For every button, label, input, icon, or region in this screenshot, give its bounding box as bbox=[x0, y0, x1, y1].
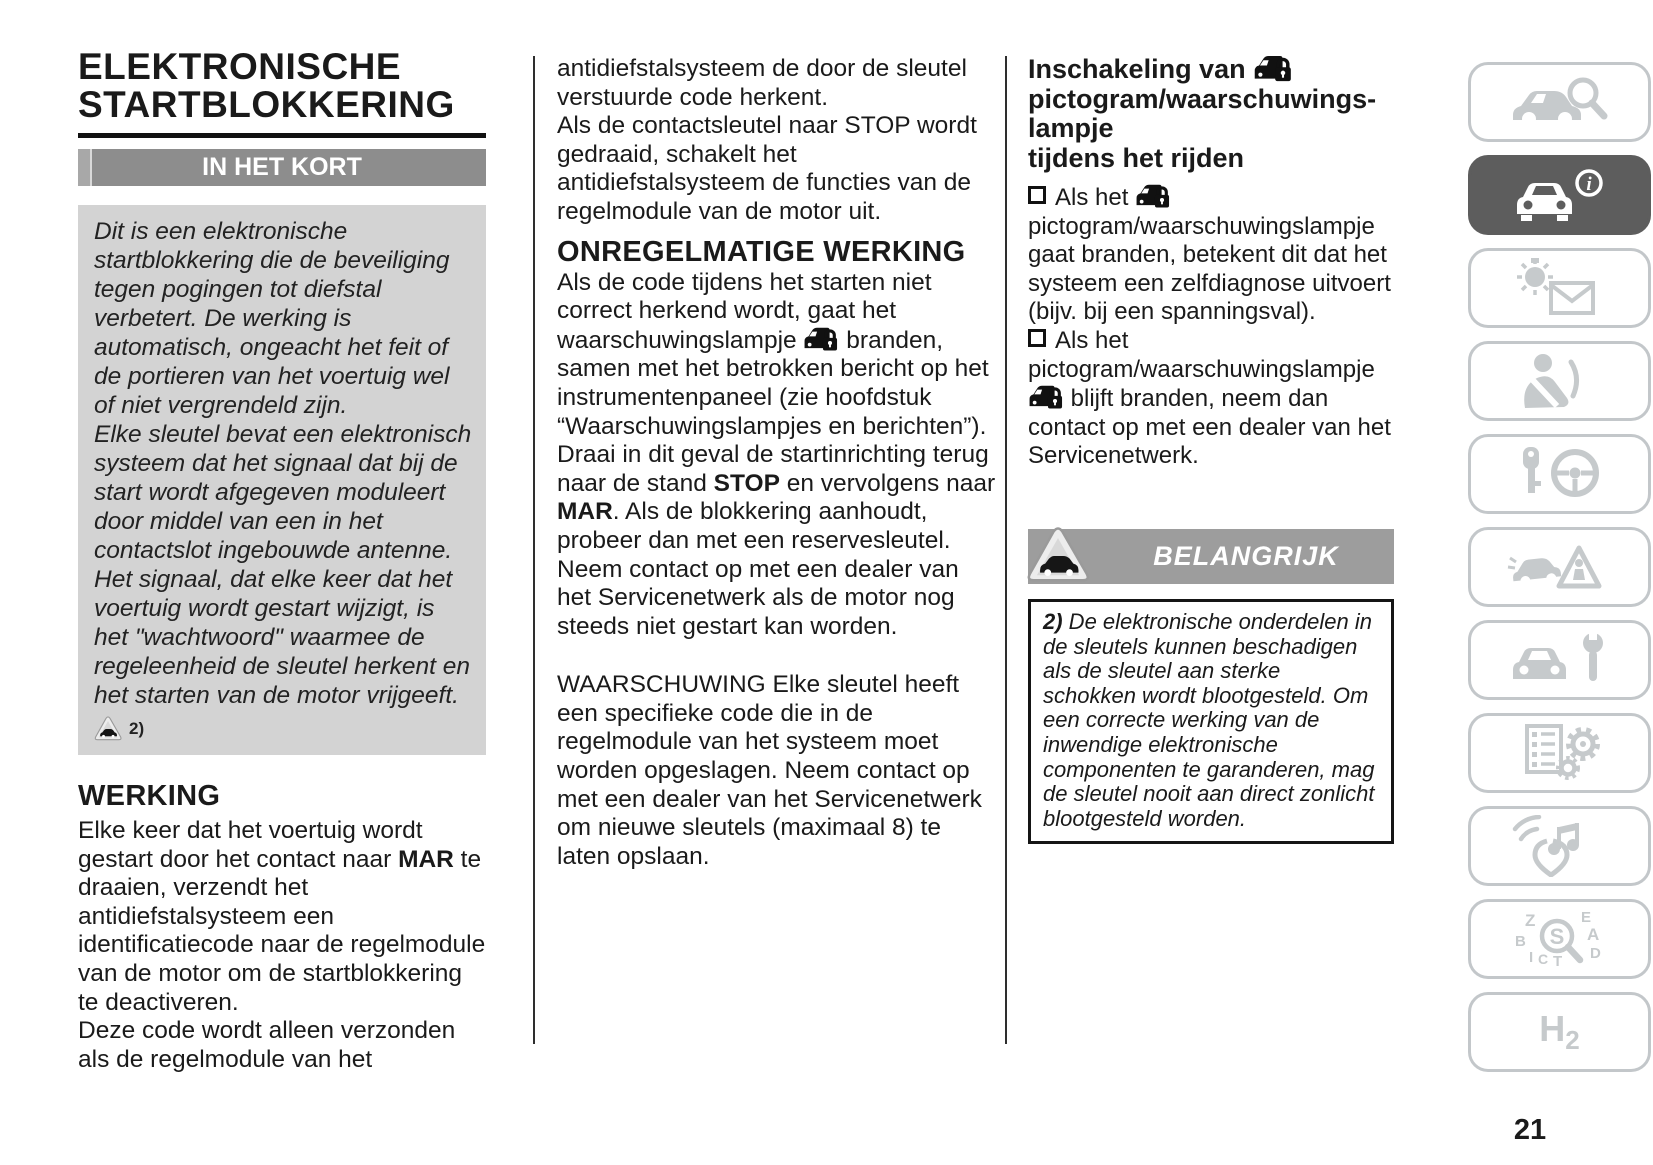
intro-paragraph-2: Elke sleutel bevat een elektronisch systeem dat het signaal dat bij de start wordt afgegeven moduleert door middel van een in het contactslot ingebouwde antenne. Het signaal, dat elke keer dat het voertuig wordt gestart wijzigt, is het "wachtwoord" waarmee de regeleenheid de sleutel herkent en het starten van de motor vrijgeeft. bbox=[94, 421, 472, 709]
text-run: blijft branden, neem dan contact op met een dealer van het Servicenetwerk. bbox=[1028, 385, 1391, 470]
tab-service-maintenance[interactable] bbox=[1468, 620, 1651, 700]
werking-paragraph-1 bbox=[78, 817, 486, 1017]
page-number: 21 bbox=[1513, 1114, 1547, 1146]
square-bullet-icon bbox=[1028, 329, 1046, 347]
svg-text:B: B bbox=[1514, 933, 1526, 950]
warning-triangle-car-icon bbox=[94, 716, 122, 742]
text-run: Als het bbox=[1055, 184, 1136, 211]
paragraph bbox=[557, 269, 999, 642]
page-title bbox=[78, 48, 486, 138]
car-wrench-icon bbox=[1505, 629, 1615, 691]
h2-sub-text: 2 bbox=[1565, 1025, 1580, 1055]
svg-text:E: E bbox=[1580, 909, 1591, 926]
multimedia-icon bbox=[1505, 815, 1615, 877]
right-column bbox=[1028, 48, 1394, 844]
svg-text:S: S bbox=[1549, 924, 1564, 949]
svg-text:T: T bbox=[1552, 953, 1562, 970]
emergency-triangle-icon bbox=[1505, 536, 1615, 598]
text-run: Elke keer dat het voertuig wordt gestart door het contact naar bbox=[78, 817, 423, 873]
text-run: en vervolgens naar bbox=[779, 469, 996, 497]
tab-h2-index[interactable] bbox=[1468, 992, 1651, 1072]
svg-text:C: C bbox=[1537, 951, 1548, 967]
warning-light-message-icon bbox=[1505, 257, 1615, 319]
column-divider bbox=[533, 56, 535, 1044]
middle-column bbox=[557, 48, 999, 871]
left-column bbox=[78, 48, 486, 1074]
paragraph: Als de contactsleutel naar STOP wordt gedraaid, schakelt het antidiefstalsysteem de functies van de regelmodule van de motor uit. bbox=[557, 112, 977, 225]
svg-text:D: D bbox=[1589, 945, 1601, 962]
column-divider bbox=[1005, 56, 1007, 1044]
text-run: te draaien, verzendt het antidiefstalsysteem een identificatiecode naar de regelmodule van de motor om de startblokkering te deactiveren. bbox=[78, 845, 486, 1016]
square-bullet-icon bbox=[1028, 186, 1046, 204]
h2-icon bbox=[1539, 1008, 1579, 1056]
important-note-box bbox=[1028, 599, 1394, 844]
immobilizer-warning-lamp-icon bbox=[1135, 183, 1171, 210]
note-number: 2) bbox=[1043, 608, 1063, 634]
tab-safety[interactable] bbox=[1468, 341, 1651, 421]
chapter-tab-sidebar bbox=[1468, 62, 1651, 1085]
belangrijk-label: BELANGRIJK bbox=[1153, 540, 1339, 571]
keyword-mar: MAR bbox=[398, 845, 454, 873]
tab-technical-data[interactable] bbox=[1468, 713, 1651, 793]
svg-text:Z: Z bbox=[1524, 911, 1535, 930]
werking-paragraph-2: Deze code wordt alleen verzonden als de regelmodule van het bbox=[78, 1017, 456, 1073]
tab-warning-lights-messages[interactable] bbox=[1468, 248, 1651, 328]
warning-paragraph: WAARSCHUWING Elke sleutel heeft een specifieke code die in de regelmodule van het systeem moet worden opgeslagen. Neem contact op met een dealer van het Servicenetwerk om nieuwe sleutels (maximaal 8) te laten opslaan. bbox=[557, 671, 982, 870]
paragraph: antidiefstalsysteem de door de sleutel verstuurde code herkent. bbox=[557, 55, 967, 111]
bullet-item bbox=[1028, 327, 1394, 471]
belangrijk-banner bbox=[1028, 529, 1394, 584]
section-heading-onregelmatige-werking: ONREGELMATIGE WERKING bbox=[557, 235, 966, 268]
heading-line: tijdens het rijden bbox=[1028, 142, 1245, 173]
tab-alphabetical-index[interactable] bbox=[1468, 899, 1651, 979]
footnote-number: 2) bbox=[129, 719, 145, 738]
page-title-line2: STARTBLOKKERING bbox=[78, 84, 455, 125]
immobilizer-warning-lamp-icon bbox=[803, 326, 839, 353]
bullet-item bbox=[1028, 183, 1394, 327]
svg-text:A: A bbox=[1586, 925, 1599, 944]
text-run: branden, samen met het betrokken bericht op het instrumentenpaneel (zie hoofdstuk “Waarschuwingslampjes en berichten”). Draai in dit geval de startinrichting terug naar de stand bbox=[557, 326, 989, 497]
footnote-reference bbox=[94, 714, 472, 743]
heading-line: lampje bbox=[1028, 113, 1114, 143]
car-search-icon bbox=[1505, 71, 1615, 133]
in-het-kort-banner: IN HET KORT bbox=[78, 149, 486, 186]
note-text: De elektronische onderdelen in de sleutels kunnen beschadigen als de sleutel aan sterke schokken wordt blootgesteld. Om een correcte werking van de inwendige elektronische componenten te garanderen, mag de sleutel nooit aan direct zonlicht blootgesteld worden. bbox=[1043, 608, 1375, 831]
text-run: Als het bbox=[1055, 326, 1129, 354]
tab-dashboard-info-active[interactable] bbox=[1468, 155, 1651, 235]
text-run: pictogram/waarschuwingslampje gaat branden, betekent dit dat het systeem een zelfdiagnose uitvoert (bijv. bij een spanningsval). bbox=[1028, 212, 1391, 326]
occupant-safety-icon bbox=[1505, 350, 1615, 412]
warning-triangle-car-icon bbox=[1026, 526, 1090, 586]
immobilizer-warning-lamp-icon bbox=[1253, 54, 1293, 84]
tab-starting-driving[interactable] bbox=[1468, 434, 1651, 514]
text-run: . Als de blokkering aanhoudt, probeer dan met een reservesleutel. Neem contact op met een dealer van het Servicenetwerk als de motor nog steeds niet gestart kan worden. bbox=[557, 498, 959, 640]
svg-text:I: I bbox=[1528, 949, 1533, 966]
tab-multimedia[interactable] bbox=[1468, 806, 1651, 886]
specs-gears-icon bbox=[1505, 722, 1615, 784]
keyword-mar: MAR bbox=[557, 498, 613, 526]
text-run: Inschakeling van bbox=[1028, 54, 1254, 84]
index-search-icon bbox=[1505, 908, 1615, 970]
immobilizer-warning-lamp-icon bbox=[1028, 384, 1064, 411]
page-title-line1: ELEKTRONISCHE bbox=[78, 46, 402, 87]
tab-vehicle-overview[interactable] bbox=[1468, 62, 1651, 142]
intro-summary-box bbox=[78, 205, 486, 755]
car-info-icon bbox=[1505, 164, 1615, 226]
keyword-stop: STOP bbox=[713, 469, 780, 497]
svg-text:i: i bbox=[1585, 174, 1592, 195]
key-steering-wheel-icon bbox=[1505, 443, 1615, 505]
text-run: Als de code tijdens het starten niet correct herkend wordt, gaat het waarschuwingslampje bbox=[557, 268, 932, 354]
tab-emergency[interactable] bbox=[1468, 527, 1651, 607]
heading-line: pictogram/waarschuwings- bbox=[1028, 83, 1377, 114]
intro-paragraph-1: Dit is een elektronische startblokkering die de beveiliging tegen pogingen tot diefstal verbetert. De werking is automatisch, ongeacht het feit of de portieren van het voertuig wel of niet vergrendeld zijn. bbox=[94, 218, 450, 419]
h2-main-text: H bbox=[1539, 1008, 1566, 1049]
section-heading-werking: WERKING bbox=[78, 780, 221, 812]
text-run: pictogram/waarschuwingslampje bbox=[1028, 355, 1375, 383]
section-heading-inschakeling bbox=[1028, 54, 1394, 173]
